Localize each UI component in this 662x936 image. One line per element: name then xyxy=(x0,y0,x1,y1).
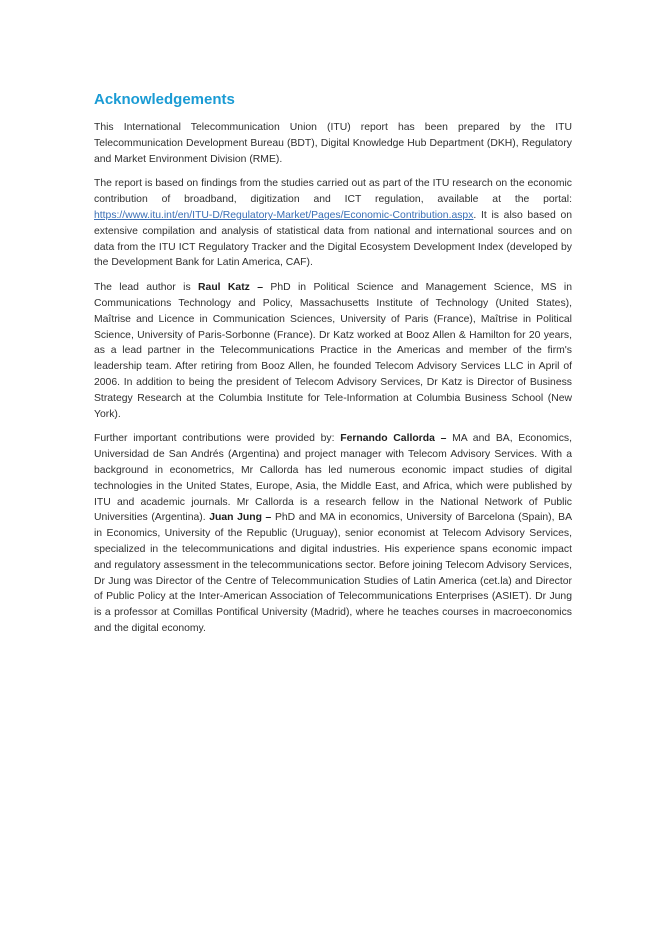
paragraph-text-after-link: . It is also based on extensive compilation and analysis of statistical data from national and international sources and on data from the ITU ICT Regulatory Tracker and the Digital Ecosystem Development Index (developed by the Development Bank for Latin America, CAF). xyxy=(94,209,572,269)
contributor-bio-juan-jung: PhD and MA in economics, University of Barcelona (Spain), BA in Economics, University of the Republic (Uruguay), senior economist at Telecom Advisory Services, specialized in the telecommunications and digital industries. His experience spans economic impact and regulatory assessment in the telecommunications sector. Before joining Telecom Advisory Services, Dr Jung was Director of the Centre of Telecommunication Studies of Latin America (cet.la) and Director of Public Policy at the Inter-American Association of Telecommunications Enterprises (ASIET). Dr Jung is a professor at Comillas Pontifical University (Madrid), where he teaches courses in macroeconomics and the digital economy. xyxy=(94,512,573,634)
document-page xyxy=(94,90,572,646)
contributor-name-fernando-callorda: Fernando Callorda – xyxy=(340,433,447,445)
paragraph-lead-author xyxy=(94,280,572,422)
page-title: Acknowledgements xyxy=(94,91,235,108)
paragraph-text-before-link: The report is based on findings from the studies carried out as part of the ITU research on the economic contribution of broadband, digitization and ICT regulation, available at the portal: xyxy=(94,178,572,206)
author-name-raul-katz: Raul Katz – xyxy=(198,282,264,294)
contributor-name-juan-jung: Juan Jung – xyxy=(209,512,272,524)
paragraph-text: This International Telecommunication Union (ITU) report has been prepared by the ITU Telecommunication Development Bureau (BDT), Digital Knowledge Hub Department (DKH), Regulatory and Market Environment Division (RME). xyxy=(94,122,572,165)
paragraph-report-basis xyxy=(94,176,572,271)
contributor-bio-fernando-callorda: MA and BA, Economics, Universidad de San Andrés (Argentina) and project manager with Telecom Advisory Services. With a background in econometrics, Mr Callorda has led numerous economic impact studies of digital technologies in the United States, Europe, Asia, the Middle East, and Africa, which were published by ITU and academic journals. Mr Callorda is a research fellow in the National Network of Public Universities (Argentina). xyxy=(94,433,573,524)
paragraph-intro: The lead author is xyxy=(94,282,199,294)
paragraph-intro: Further important contributions were provided by: xyxy=(94,433,341,445)
author-bio-raul-katz: PhD in Political Science and Management Science, MS in Communications Technology and Policy, Massachusetts Institute of Technology (United States), Maîtrise and Licence in Communication Sciences, University of Paris (France), Maîtrise in Political Science, University of Paris-Sorbonne (France). Dr Katz worked at Booz Allen & Hamilton for 20 years, as a lead partner in the Telecommunications Practice in the Americas and member of the firm's leadership team. After retiring from Booz Allen, he founded Telecom Advisory Services LLC in April of 2006. In addition to being the president of Telecom Advisory Services, Dr Katz is Director of Business Strategy Research at the Columbia Institute for Tele-Information at Columbia Business School (New York). xyxy=(94,282,572,420)
paragraph-contributors xyxy=(94,431,572,636)
paragraph-report-preparation xyxy=(94,120,572,167)
itu-portal-link[interactable]: https://www.itu.int/en/ITU-D/Regulatory-Market/Pages/Economic-Contribution.aspx xyxy=(94,209,474,221)
